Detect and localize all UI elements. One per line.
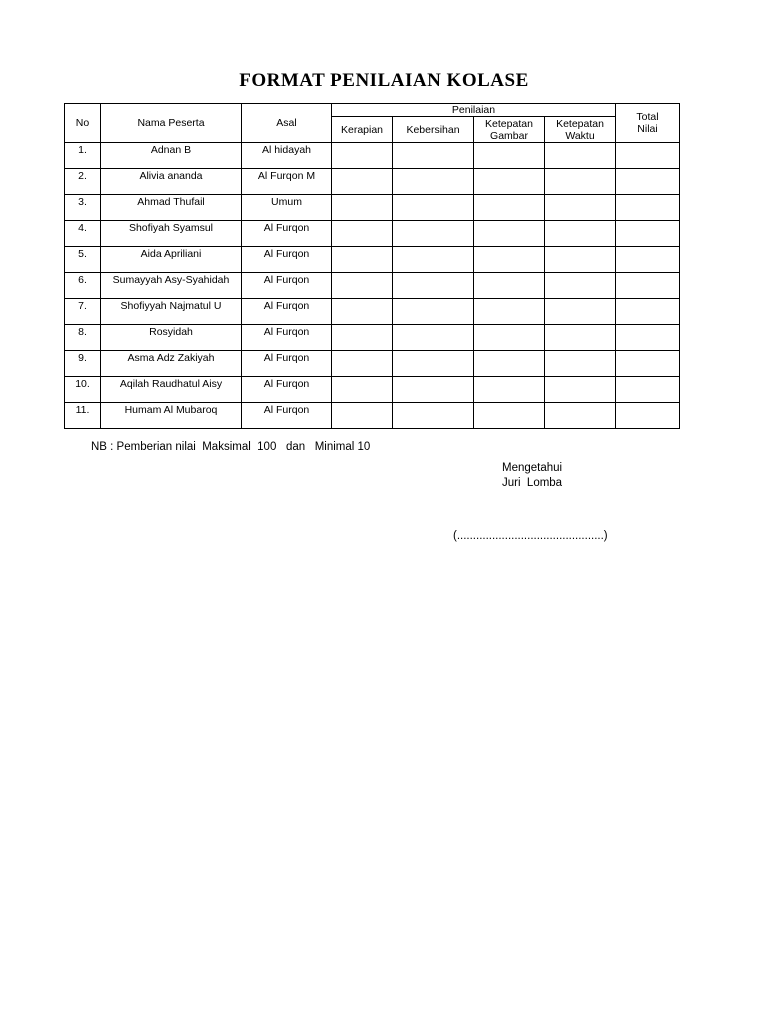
table-row [65, 299, 680, 325]
acknowledgement-line1: Mengetahui [502, 462, 563, 474]
table-row [65, 247, 680, 273]
cell-asal: Al Furqon [242, 299, 332, 325]
cell-nama-peserta: Alivia ananda [101, 169, 242, 195]
header-total-line2: Nilai [637, 123, 658, 135]
header-kebersihan: Kebersihan [393, 117, 474, 143]
cell-kerapian [332, 273, 393, 299]
cell-kerapian [332, 403, 393, 429]
cell-kebersihan [393, 299, 474, 325]
cell-total-nilai [616, 169, 680, 195]
cell-asal: Al Furqon [242, 247, 332, 273]
cell-ketepatan-waktu [545, 351, 616, 377]
cell-no: 5. [65, 247, 101, 273]
cell-total-nilai [616, 195, 680, 221]
cell-kerapian [332, 299, 393, 325]
cell-kebersihan [393, 143, 474, 169]
cell-asal: Al Furqon M [242, 169, 332, 195]
cell-kerapian [332, 195, 393, 221]
cell-kebersihan [393, 351, 474, 377]
cell-total-nilai [616, 403, 680, 429]
cell-asal: Al Furqon [242, 351, 332, 377]
cell-nama-peserta: Ahmad Thufail [101, 195, 242, 221]
cell-kerapian [332, 351, 393, 377]
cell-ketepatan-gambar [474, 195, 545, 221]
header-penilaian: Penilaian [332, 104, 616, 117]
table-body [65, 143, 680, 429]
cell-kebersihan [393, 377, 474, 403]
cell-ketepatan-gambar [474, 377, 545, 403]
header-total-nilai [616, 104, 680, 143]
header-ketepatan-gambar-line1: Ketepatan [485, 117, 533, 130]
cell-kebersihan [393, 273, 474, 299]
cell-ketepatan-gambar [474, 221, 545, 247]
cell-asal: Al Furqon [242, 273, 332, 299]
cell-total-nilai [616, 377, 680, 403]
cell-total-nilai [616, 221, 680, 247]
cell-ketepatan-waktu [545, 169, 616, 195]
header-kerapian: Kerapian [332, 117, 393, 143]
cell-kerapian [332, 169, 393, 195]
cell-ketepatan-waktu [545, 221, 616, 247]
cell-asal: Al Furqon [242, 403, 332, 429]
cell-no: 7. [65, 299, 101, 325]
cell-ketepatan-gambar [474, 247, 545, 273]
header-no: No [65, 104, 101, 143]
cell-no: 1. [65, 143, 101, 169]
table-row [65, 377, 680, 403]
cell-kerapian [332, 247, 393, 273]
cell-total-nilai [616, 325, 680, 351]
header-nama-peserta: Nama Peserta [101, 104, 242, 143]
cell-kebersihan [393, 195, 474, 221]
cell-total-nilai [616, 273, 680, 299]
cell-kerapian [332, 143, 393, 169]
signature-line: (..............................................) [453, 530, 608, 542]
cell-asal: Al Furqon [242, 221, 332, 247]
cell-kebersihan [393, 247, 474, 273]
cell-no: 10. [65, 377, 101, 403]
cell-ketepatan-gambar [474, 325, 545, 351]
cell-ketepatan-waktu [545, 325, 616, 351]
cell-asal: Al Furqon [242, 325, 332, 351]
cell-no: 4. [65, 221, 101, 247]
cell-ketepatan-waktu [545, 273, 616, 299]
cell-no: 3. [65, 195, 101, 221]
cell-kebersihan [393, 325, 474, 351]
cell-ketepatan-gambar [474, 403, 545, 429]
cell-kerapian [332, 325, 393, 351]
cell-kebersihan [393, 221, 474, 247]
cell-nama-peserta: Shofiyah Syamsul [101, 221, 242, 247]
header-ketepatan-gambar-line2: Gambar [490, 129, 528, 142]
table-row [65, 273, 680, 299]
acknowledgement-line2: Juri Lomba [502, 477, 563, 489]
cell-kerapian [332, 221, 393, 247]
cell-ketepatan-gambar [474, 351, 545, 377]
cell-no: 9. [65, 351, 101, 377]
cell-asal: Al hidayah [242, 143, 332, 169]
acknowledgement-block [502, 461, 562, 491]
header-total-line1: Total [636, 111, 659, 123]
cell-kebersihan [393, 169, 474, 195]
cell-ketepatan-waktu [545, 377, 616, 403]
cell-total-nilai [616, 299, 680, 325]
header-ketepatan-waktu [545, 117, 616, 143]
cell-nama-peserta: Aida Apriliani [101, 247, 242, 273]
cell-ketepatan-waktu [545, 403, 616, 429]
cell-total-nilai [616, 143, 680, 169]
cell-ketepatan-waktu [545, 299, 616, 325]
page-title: FORMAT PENILAIAN KOLASE [239, 70, 529, 91]
cell-ketepatan-gambar [474, 299, 545, 325]
cell-ketepatan-waktu [545, 143, 616, 169]
cell-total-nilai [616, 247, 680, 273]
cell-asal: Al Furqon [242, 377, 332, 403]
header-asal: Asal [242, 104, 332, 143]
cell-ketepatan-waktu [545, 247, 616, 273]
cell-ketepatan-gambar [474, 273, 545, 299]
note-text: NB : Pemberian nilai Maksimal 100 dan Minimal 10 [91, 441, 371, 453]
cell-no: 11. [65, 403, 101, 429]
table-row [65, 403, 680, 429]
cell-nama-peserta: Rosyidah [101, 325, 242, 351]
cell-kerapian [332, 377, 393, 403]
cell-ketepatan-waktu [545, 195, 616, 221]
table-row [65, 325, 680, 351]
header-ketepatan-waktu-line2: Waktu [565, 129, 595, 142]
table-row [65, 143, 680, 169]
table-row [65, 169, 680, 195]
cell-nama-peserta: Humam Al Mubaroq [101, 403, 242, 429]
scoring-table [64, 103, 680, 429]
cell-kebersihan [393, 403, 474, 429]
cell-no: 2. [65, 169, 101, 195]
cell-nama-peserta: Sumayyah Asy-Syahidah [101, 273, 242, 299]
table-row [65, 221, 680, 247]
cell-no: 6. [65, 273, 101, 299]
cell-nama-peserta: Aqilah Raudhatul Aisy [101, 377, 242, 403]
table-row [65, 195, 680, 221]
header-ketepatan-waktu-line1: Ketepatan [556, 117, 604, 130]
cell-no: 8. [65, 325, 101, 351]
cell-ketepatan-gambar [474, 169, 545, 195]
cell-ketepatan-gambar [474, 143, 545, 169]
cell-nama-peserta: Asma Adz Zakiyah [101, 351, 242, 377]
table-row [65, 351, 680, 377]
cell-total-nilai [616, 351, 680, 377]
cell-asal: Umum [242, 195, 332, 221]
cell-nama-peserta: Shofiyyah Najmatul U [101, 299, 242, 325]
header-ketepatan-gambar [474, 117, 545, 143]
cell-nama-peserta: Adnan B [101, 143, 242, 169]
